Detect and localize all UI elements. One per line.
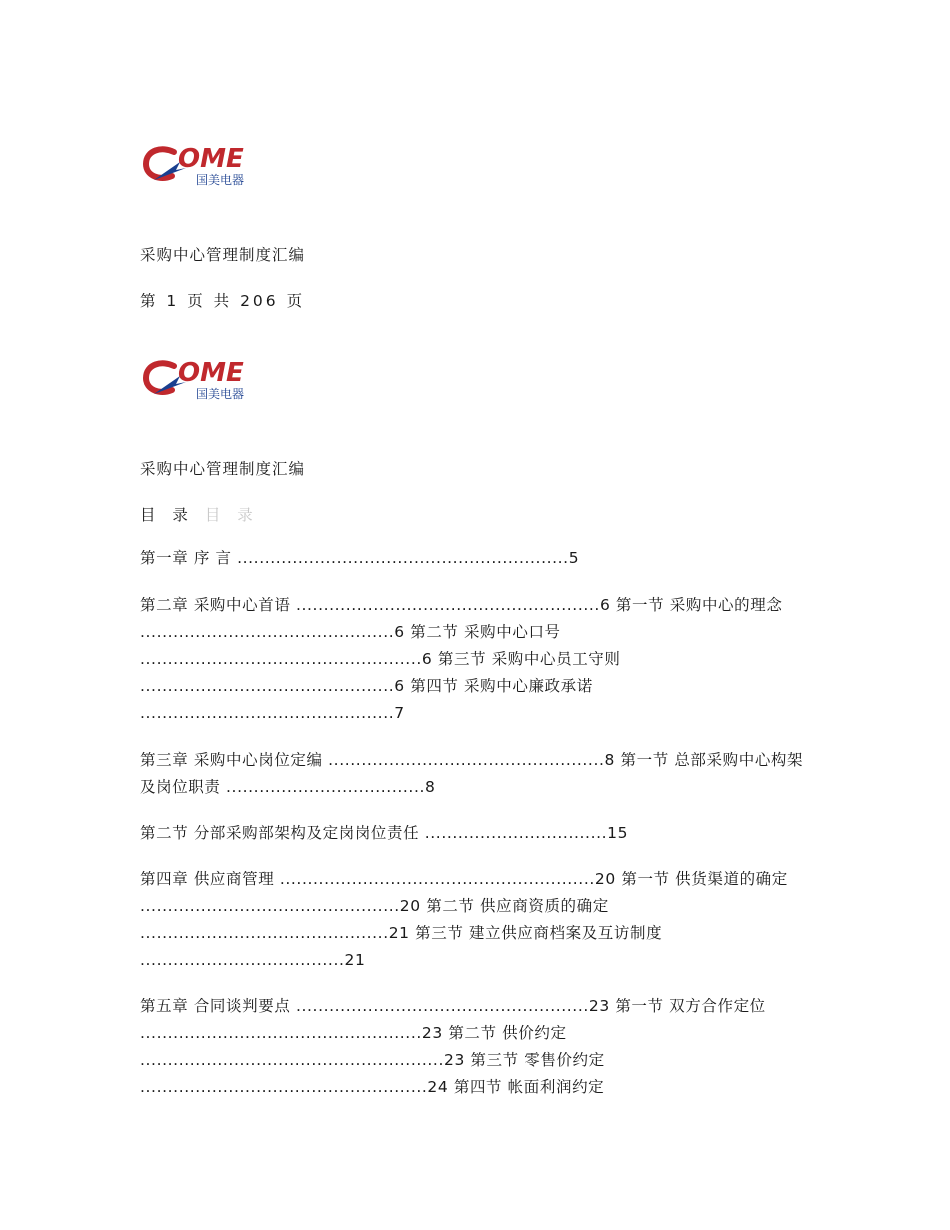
toc-chapter-1: 第一章 序 言 ............................................................5 <box>140 549 580 567</box>
toc-chapter-3-section-2: 第二节 分部采购部架构及定岗岗位责任 .................................15 <box>140 824 629 842</box>
doc-title: 采购中心管理制度汇编 <box>140 246 306 264</box>
logo-cn-text-2: 国美电器 <box>196 387 245 401</box>
doc-title-2: 采购中心管理制度汇编 <box>140 460 306 478</box>
logo-cn-text: 国美电器 <box>196 173 245 187</box>
toc-heading-ghost: 目 录 <box>204 506 259 524</box>
toc-chapter-2: 第二章 采购中心首语 .......................................................6 第一节 采购中心的理念 ..............................................6 第二节 采购中心口号 ...................................................6 第三节 采购中心员工守则 ..............................................6 第四节 采购中心廉政承诺 ..............................................7 <box>140 596 788 722</box>
svg-text:OME: OME <box>178 358 244 388</box>
toc-heading-row <box>140 503 259 525</box>
toc-chapter-4: 第四章 供应商管理 .........................................................20 第一节 供货渠道的确定 ...............................................20 第二节 供应商资质的确定 .............................................21 第三节 建立供应商档案及互访制度 .....................................21 <box>140 870 794 969</box>
page-info: 第 1 页 共 206 页 <box>140 292 306 310</box>
toc-chapter-3: 第三章 采购中心岗位定编 ..................................................8 第一节 总部采购中心构架及岗位职责 ....................................8 <box>140 751 804 796</box>
toc-chapter-5: 第五章 合同谈判要点 .....................................................23 第一节 双方合作定位 ...................................................23 第二节 供价约定 .......................................................23 第三节 零售价约定 ....................................................24 第四节 帐面利润约定 <box>140 997 772 1096</box>
gome-logo <box>140 140 285 188</box>
toc-heading: 目 录 <box>140 506 194 524</box>
gome-logo-2 <box>140 354 285 402</box>
svg-text:OME: OME <box>178 144 244 174</box>
